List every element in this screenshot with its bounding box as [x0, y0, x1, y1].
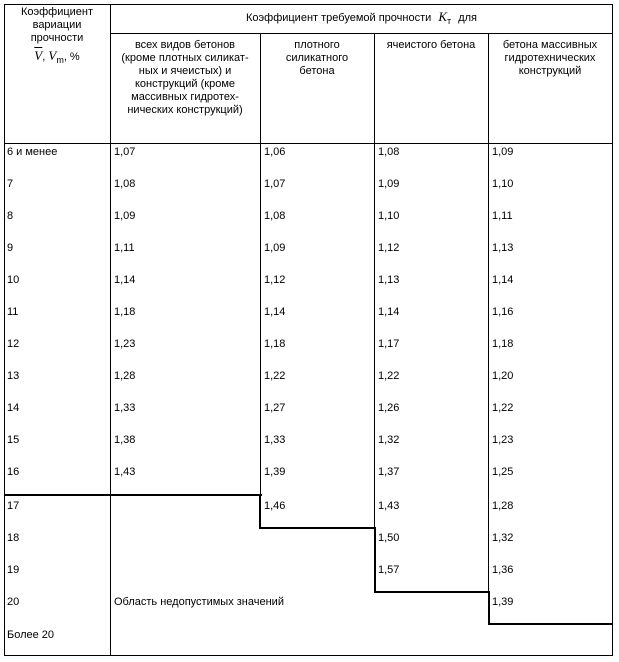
variation-value-cell: 15 [7, 434, 20, 446]
strength-coefficient-cell: 1,43 [378, 500, 400, 512]
header-group-divider [110, 33, 613, 34]
table-top-border [4, 4, 613, 5]
variation-value-cell: 16 [7, 466, 20, 478]
strength-coefficient-cell: 1,22 [378, 370, 400, 382]
header-variation-coefficient [5, 6, 109, 68]
header-text-line: всех видов бетонов [134, 39, 236, 51]
symbol-v-m: V [48, 48, 57, 63]
strength-coefficient-cell: 1,46 [264, 500, 286, 512]
strength-coefficient-cell: 1,14 [492, 274, 514, 286]
header-text-line: Коэффициент [20, 6, 94, 18]
strength-coefficient-cell: 1,12 [378, 242, 400, 254]
strength-coefficient-cell: 1,27 [264, 402, 286, 414]
strength-coefficient-cell: 1,20 [492, 370, 514, 382]
strength-coefficient-cell: 1,10 [492, 178, 514, 190]
symbol-k: K [438, 9, 447, 24]
variation-value-cell: Более 20 [7, 629, 55, 641]
header-text-line: плотного [294, 39, 340, 51]
strength-coefficient-cell: 1,38 [114, 434, 136, 446]
header-text-line: нических конструкций) [127, 104, 243, 116]
strength-coefficient-cell: 1,22 [492, 402, 514, 414]
boundary-riser-1 [259, 494, 261, 529]
variation-value-cell: 6 и менее [7, 146, 58, 158]
group-title-prefix: Коэффициент требуемой прочности [246, 12, 432, 24]
strength-coefficient-cell: 1,11 [114, 242, 135, 254]
strength-coefficient-cell: 1,33 [114, 402, 136, 414]
strength-coefficient-cell: 1,32 [378, 434, 400, 446]
header-dense-silicate [261, 39, 373, 78]
header-group-title [111, 9, 612, 29]
header-bottom-line [4, 143, 613, 144]
variation-value-cell: 12 [7, 338, 20, 350]
variation-value-cell: 19 [7, 564, 20, 576]
symbol-v-bar: $\overline{V}$ [34, 48, 43, 63]
strength-coefficient-cell: 1,09 [378, 178, 400, 190]
strength-coefficient-cell: 1,37 [378, 466, 400, 478]
strength-coefficient-cell: 1,18 [264, 338, 286, 350]
variation-value-cell: 17 [7, 500, 20, 512]
variation-value-cell: 11 [7, 306, 19, 318]
strength-coefficient-cell: 1,13 [378, 274, 400, 286]
variation-value-cell: 7 [7, 178, 14, 190]
table-right-border [612, 4, 613, 656]
strength-coefficient-cell: 1,18 [114, 306, 136, 318]
col-divider-2 [260, 33, 261, 495]
variation-value-cell: 14 [7, 402, 20, 414]
variation-value-cell: 8 [7, 210, 14, 222]
header-text-line: вариации [32, 19, 82, 31]
header-text-line: бетона [299, 65, 335, 77]
header-massive-hydro [489, 39, 611, 78]
symbol-v-m-subscript: m [56, 55, 64, 65]
variation-value-cell: 13 [7, 370, 20, 382]
col-divider-3 [374, 33, 375, 528]
strength-coefficient-cell: 1,17 [378, 338, 400, 350]
header-text-line: гидротехнических [504, 52, 596, 64]
strength-coefficient-cell: 1,11 [492, 210, 513, 222]
strength-coefficient-cell: 1,36 [492, 564, 514, 576]
header-text-line: массивных гидротех- [131, 91, 239, 103]
symbol-separator: , [42, 51, 46, 63]
strength-coefficient-cell: 1,39 [492, 596, 514, 608]
strength-coefficient-cell: 1,09 [492, 146, 514, 158]
strength-coefficient-cell: 1,08 [264, 210, 286, 222]
strength-coefficient-cell: 1,43 [114, 466, 136, 478]
col-divider-4 [488, 33, 489, 593]
header-text-line: силикатного [285, 52, 349, 64]
strength-coefficient-cell: 1,33 [264, 434, 286, 446]
strength-coefficient-cell: 1,18 [492, 338, 514, 350]
boundary-riser-2 [374, 527, 376, 593]
header-cellular [375, 39, 487, 52]
strength-coefficient-cell: 1,28 [492, 500, 514, 512]
strength-coefficient-cell: 1,09 [264, 242, 286, 254]
header-all-concretes [111, 39, 259, 117]
strength-coefficient-cell: 1,12 [264, 274, 286, 286]
group-title-suffix: для [458, 12, 477, 24]
header-text-line: (кроме плотных силикат- [121, 52, 249, 64]
strength-coefficient-cell: 1,08 [114, 178, 136, 190]
strength-coefficient-cell: 1,32 [492, 532, 514, 544]
strength-coefficient-cell: 1,07 [264, 178, 286, 190]
strength-coefficient-cell: 1,39 [264, 466, 286, 478]
header-text-line: бетона массивных [502, 39, 598, 51]
strength-coefficient-cell: 1,23 [114, 338, 136, 350]
strength-coefficient-cell: 1,09 [114, 210, 136, 222]
strength-coefficient-cell: 1,13 [492, 242, 514, 254]
boundary-step-1 [4, 494, 262, 496]
boundary-step-2 [259, 527, 376, 529]
strength-coefficient-cell: 1,07 [114, 146, 136, 158]
header-text-line: конструкций (кроме [134, 78, 235, 90]
boundary-riser-3 [488, 591, 490, 625]
header-text-line: ячеистого бетона [386, 39, 476, 51]
strength-coefficient-cell: 1,25 [492, 466, 514, 478]
strength-coefficient-cell: 1,16 [492, 306, 514, 318]
boundary-step-4 [488, 623, 613, 625]
variation-value-cell: 18 [7, 532, 20, 544]
table-bottom-border [4, 655, 613, 656]
header-text-line: ных и ячеистых) и [138, 65, 232, 77]
forbidden-region-label: Область недопустимых значений [114, 596, 284, 608]
variation-value-cell: 10 [7, 274, 20, 286]
strength-coefficient-cell: 1,14 [378, 306, 400, 318]
header-text-line: конструкций [518, 65, 582, 77]
strength-coefficient-cell: 1,10 [378, 210, 400, 222]
strength-coefficient-cell: 1,06 [264, 146, 286, 158]
strength-coefficient-cell: 1,23 [492, 434, 514, 446]
strength-coefficient-cell: 1,28 [114, 370, 136, 382]
symbol-k-subscript: т [447, 16, 452, 26]
header-variation-symbols [5, 48, 109, 68]
table-left-border [4, 4, 5, 656]
variation-value-cell: 20 [7, 596, 20, 608]
header-text-line: прочности [30, 32, 84, 44]
symbol-unit: , % [63, 51, 80, 63]
strength-coefficient-cell: 1,14 [114, 274, 136, 286]
strength-coefficient-cell: 1,50 [378, 532, 400, 544]
strength-coefficient-cell: 1,08 [378, 146, 400, 158]
strength-coefficient-cell: 1,57 [378, 564, 400, 576]
strength-coefficient-cell: 1,26 [378, 402, 400, 414]
strength-coefficient-cell: 1,22 [264, 370, 286, 382]
boundary-step-3 [374, 591, 490, 593]
strength-coefficient-cell: 1,14 [264, 306, 286, 318]
variation-value-cell: 9 [7, 242, 14, 254]
